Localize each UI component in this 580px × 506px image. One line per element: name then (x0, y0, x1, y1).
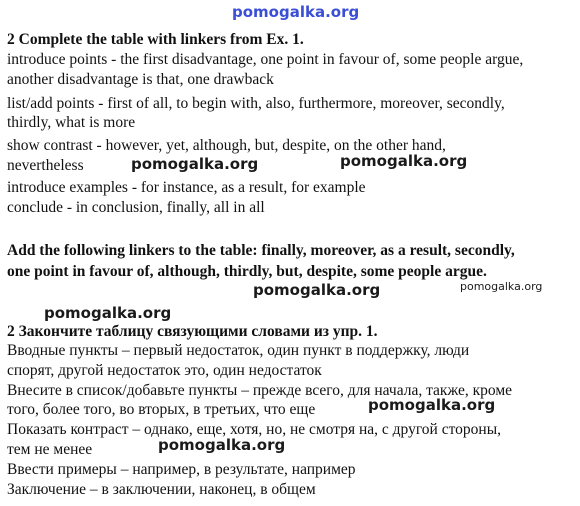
text-line: Внесите в список/добавьте пункты – прежде всего, для начала, также, кроме (7, 382, 513, 399)
watermark: pomogalka.org (158, 436, 286, 454)
text-line: show contrast - however, yet, although, but, despite, on the other hand, (7, 137, 446, 154)
text-line: introduce examples - for instance, as a result, for example (7, 179, 366, 196)
text-line: спорят, другой недостаток это, один недостаток (7, 362, 322, 379)
watermark-top: pomogalka.org (232, 3, 360, 21)
watermark: pomogalka.org (131, 155, 259, 173)
task-line: Add the following linkers to the table: finally, moreover, as a result, secondly, (7, 242, 515, 259)
watermark: pomogalka.org (44, 304, 172, 322)
text-line: another disadvantage is that, one drawback (7, 71, 274, 88)
text-line: Заключение – в заключении, наконец, в общем (7, 481, 316, 498)
watermark: pomogalka.org (368, 396, 496, 414)
watermark: pomogalka.org (340, 152, 468, 170)
watermark: pomogalka.org (460, 280, 543, 293)
text-line: тем не менее (7, 441, 93, 458)
text-line: Вводные пункты – первый недостаток, один пункт в поддержку, люди (7, 342, 470, 359)
exercise-heading-en: 2 Complete the table with linkers from Ex. 1. (7, 31, 304, 48)
watermark: pomogalka.org (253, 281, 381, 299)
task-line: one point in favour of, although, thirdly, but, despite, some people argue. (7, 263, 487, 280)
text-line: Показать контраст – однако, еще, хотя, но, не смотря на, с другой стороны, (7, 421, 502, 438)
text-line: thirdly, what is more (7, 114, 136, 131)
text-line: conclude - in conclusion, finally, all in all (7, 199, 265, 216)
text-line: introduce points - the first disadvantage, one point in favour of, some people argue, (7, 51, 524, 68)
exercise-heading-ru: 2 Закончите таблицу связующими словами из упр. 1. (7, 323, 378, 340)
text-line: Ввести примеры – например, в результате, например (7, 461, 356, 478)
text-line: того, более того, во вторых, в третьих, что еще (7, 401, 316, 418)
text-line: nevertheless (7, 157, 84, 174)
text-line: list/add points - first of all, to begin with, also, furthermore, moreover, secondly, (7, 95, 505, 112)
